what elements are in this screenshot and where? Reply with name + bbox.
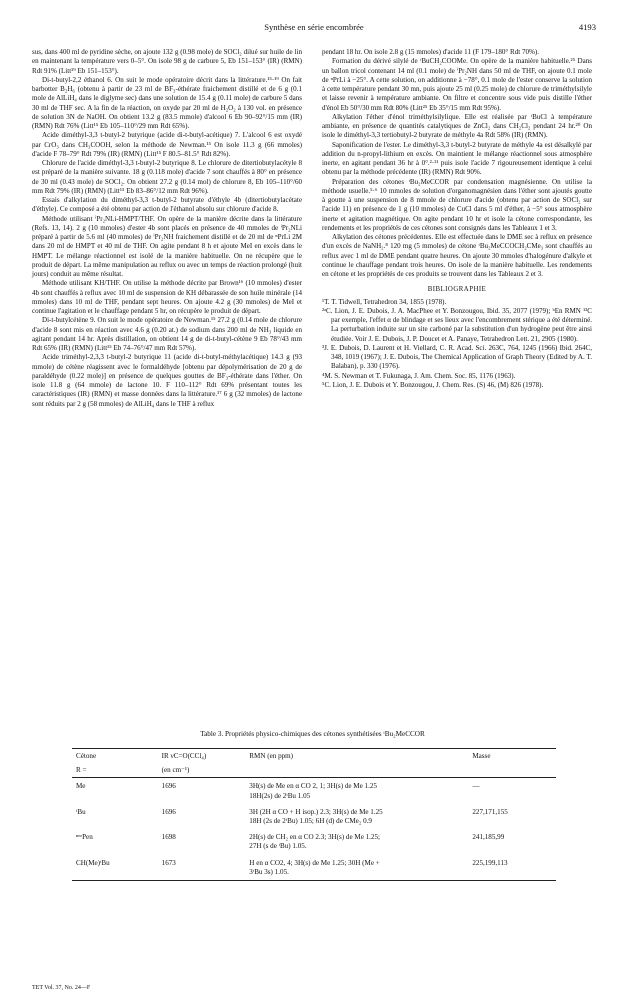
properties-table <box>72 748 556 881</box>
reference-item: ³J. E. Dubois, D. Laurent et H. Viellard, C. R. Acad. Sci. 263C, 764, 1245 (1966) Ibid. 264C, 348, 1019 (1967); J. E. Dubois, The Chemical Application of Graph Theory (Edited by A. T. Balaban), p. 330 (1976). <box>322 343 592 371</box>
header-mass: Masse <box>468 749 556 764</box>
left-column <box>32 48 302 409</box>
header-ir: IR νC=O(CCl₄) <box>158 749 246 764</box>
reference-item: ⁵C. Lion, J. E. Dubois et Y. Bonzougou, J. Chem. Res. (S) 46, (M) 826 (1978). <box>322 380 544 389</box>
bibliography-list <box>322 298 592 391</box>
cell-r: CH(Me)ᵗBu <box>72 855 158 881</box>
bibliography-heading: BIBLIOGRAPHIE <box>427 286 487 294</box>
table-row <box>72 855 556 881</box>
cell-mass: 241,185,99 <box>472 833 505 842</box>
page-number: 4193 <box>578 22 596 32</box>
cell-ir: 1673 <box>158 855 246 881</box>
cell-nmr <box>245 804 468 829</box>
header-ir-unit: (en cm⁻¹) <box>158 763 246 778</box>
header-nmr: RMN (en ppm) <box>245 749 468 764</box>
cell-nmr <box>245 829 468 854</box>
paragraph: Acide diméthyl-3,3 t-butyl-2 butyrique (acide di-t-butyl-acétique) 7. L'alcool 6 est oxydé par CrO₃ dans CH₃COOH, selon la méthode de Newman.¹⁵ On isole 11.3 g (66 mmoles) d'acide F 78–79° Rdt 79% (IR) (RMN) (Litt¹⁵ F 80.5–81.5° Rdt 82%). <box>32 131 302 158</box>
cell-ir: 1696 <box>161 782 176 791</box>
cell-nmr <box>245 778 468 804</box>
header-r: R = <box>72 763 158 778</box>
cell-r: ᵗBu <box>76 807 86 816</box>
cell-ir: 1698 <box>161 833 176 842</box>
table-row <box>72 829 556 854</box>
header-ketone: Cétone <box>72 749 158 764</box>
paragraph: pendant 18 hr. On isole 2.8 g (15 mmoles) d'acide 11 (F 179–180° Rdt 70%). <box>322 48 539 56</box>
nmr-line: 2H(s) de CH₂ en α CO 2.3; 3H(s) de Me 1.25; <box>249 833 381 842</box>
page-footer: TET Vol. 37, No. 24—F <box>32 985 91 991</box>
table-body <box>72 778 556 881</box>
nmr-line: H en α CO2, 4; 3H(s) de Me 1.25; 30H (Me + <box>249 858 380 867</box>
nmr-line: 3H (2H α CO + H isop.) 2.3; 3H(s) de Me 1.25 <box>249 807 383 816</box>
paragraph: Di-t-butyl-2,2 éthanol 6. On suit le mode opératoire décrit dans la littérature.¹⁵·¹⁹ On fait barbotter B₂H₆ (obtenu à partir de 23 ml de BF₃-éthérate fraichement distillé et de 6 g (0.1 mole de AlLiH₄ dans le diglyme sec) dans une solution de 15.4 g (0.11 mole) de carbure 5 dans 30 ml de THF sec. A la fin de la réaction, on oxyde par 20 ml de H₂O₂ à 130 vol. en présence de solution 3N de NaOH. On obtient 13.2 g (83.5 mmole) d'alcool 6 Eb 90–92°/15 mm (IR) (RMN) Rdt 76% (Litt¹⁵ Eb 105–110°/29 mm Rdt 65%). <box>32 75 302 130</box>
paragraph: Préparation des cétones ᵗBu₂MeCCOR par condensation magnésienne. On utilise la méthode usuelle.⁵·⁶ 10 mmoles de solution d'organomagnésien dans l'éther sont ajoutés goutte à goutte à une suspension de 8 mmole de chlorure d'acide (obtenu par action de SOCl₂ sur l'acide 11) en présence de 1 g (10 mmoles) de CuCl dans 5 ml d'éther, à −5° sous atmosphère inerte et agitation magnétique. On agite pendant 10 hr et isole la cétone correspondante, les rendements et les propriétés de ces cétones sont consignés dans les Tableaux 1 et 3. <box>322 177 592 232</box>
paragraph: Saponification de l'ester. Le diméthyl-3,3 t-butyl-2 butyrate de méthyle 4a est désalkylé par addition du n-propyl-lithium en excès. On maintient le mélange réactionnel sous atmosphère inerte, en agitant pendant 36 hr à 0°.²·¹¹ puis isole l'acide 7 rigoureusement identique à celui obtenu par la méthode précédente (IR) (RMN) Rdt 90%. <box>322 140 592 177</box>
table-row <box>72 804 556 829</box>
paragraph: Méthode utilisant ⁱPr₂NLi-HMPT/THF. On opère de la manière décrite dans la littérature (Refs. 13, 14). 2 g (10 mmoles) d'ester 4b sont placés en présence de 40 mmoles de ⁱPr₂NLi préparé à partir de 5.6 ml (40 mmoles) de ⁱPr₂NH fraichement distillé et de 20 ml de ⁿPrLi 2M dans 20 ml de HMPT et 40 ml de THF. On agite pendant 8 h et ajoute MeI en excès dans le HMPT. Le mélange réactionnel est isolé de la manière habituelle. On ne récupère que le produit de départ. La même manipulation au reflux ou avec un temps de réaction prolongé (huit jours) conduit au même résultat. <box>32 214 302 278</box>
cell-mass: 227,171,155 <box>472 807 508 816</box>
cell-r: ⁿᵉᵒPen <box>76 833 93 842</box>
right-column <box>322 48 592 390</box>
reference-item: ²ᵃC. Lion, J. E. Dubois, J. A. MacPhee et Y. Bonzougou, Ibid. 35, 2077 (1979); ᵇEn RMN ¹³C par exemple, l'effet α de blindage et ses lieux avec l'encombrement stérique a été déterminé. La perturbation induite sur un site carboné par la substitution d'un hydrogène peut être ainsi étudiée. Voir J. E. Dubois, J. P. Doucet et A. Panaye, Tetrahedron Lett. 21, 2905 (1980). <box>322 306 592 343</box>
paragraph: Acide triméthyl-2,3,3 t-butyl-2 butyrique 11 (acide di-t-butyl-méthylacétique) 14.3 g (93 mmole) de cétène réagissent avec le formaldéhyde [obtenu par dépolymérisation de 20 g de paraldéhyde (0.22 mole)] en présence de quelques gouttes de BF₃-éthérate dans l'éther. On isole 11.8 g (64 mmole) de lactone 10. F 110–112° Rdt 69% présentant toutes les caractéristiques (IR) (RMN) et masse données dans la littérature.¹⁷ 6 g (32 mmoles) de lactone sont réduits par 2 g (58 mmoles) de AlLiH₄ dans le THF à reflux <box>32 353 302 408</box>
paragraph: Chlorure de l'acide diméthyl-3,3 t-butyl-2 butyrique 8. Le chlorure de ditertiobutylacétyle 8 est préparé de la manière suivante. 18 g (0.118 mole) d'acide 7 sont chauffés à 80° en présence de 30 ml (0.43 mole) de SOCl₂. On obtient 27.2 g (0.14 mol) de chlorure 8, Eb 105–110°/60 mm Rdt 79% (IR) (RMN) (Litt¹⁵ Eb 83–86°/12 mm Rdt 96%). <box>32 159 302 195</box>
nmr-line: 3H(s) de Me en α CO 2, 1; 3H(s) de Me 1.25 <box>249 782 377 791</box>
nmr-line: 18H (2s de 2ᵗBu) 1.05; 6H (d) de CMe₂ 0.9 <box>249 817 372 826</box>
cell-nmr <box>245 855 468 881</box>
paragraph: Di-t-butylcétène 9. On suit le mode opératoire de Newman.¹⁵ 27.2 g (0.14 mole de chlorure d'acide 8 sont mis en réaction avec 4.6 g (0.20 at.) de sodium dans 200 ml de NH₃ liquide en agitant pendant 14 hr. Après distillation, on obtient 14 g de di-t-butyl-cétène 9 Eb 78°/43 mm Rdt 65% (IR) (RMN) (Litt¹⁵ Eb 74–76°/47 mm Rdt 57%). <box>32 316 302 352</box>
table-row <box>72 778 556 804</box>
nmr-line: 3ᵗBu 3s) 1.05. <box>249 867 289 876</box>
running-title: Synthèse en série encombrée <box>264 22 364 32</box>
nmr-line: 27H (s de ᵗBu) 1.05. <box>249 842 307 851</box>
reference-item: ⁴M. S. Newman et T. Fukunaga, J. Am. Chem. Soc. 85, 1176 (1963). <box>322 371 516 380</box>
right-column-paragraphs <box>322 48 592 279</box>
cell-mass: — <box>472 782 480 791</box>
paragraph: Essais d'alkylation du diméthyl-3,3 t-butyl-2 butyrate d'éthyle 4b (ditertiobutylacétate d'éthyle). Ce composé a été obtenu par action de l'éthanol absolu sur chlorure d'acide 8. <box>32 196 302 214</box>
nmr-line: 18H(2s) de 2ᵗBu 1.05 <box>249 791 311 800</box>
cell-ir: 1696 <box>161 807 176 816</box>
cell-r: Me <box>76 782 86 791</box>
page-header <box>32 22 596 36</box>
paragraph: sus, dans 400 ml de pyridine sèche, on ajoute 132 g (0.98 mole) de SOCl₂ dilué sur huile de lin en maintenant la température vers 0–5°. On isole 98 g de carbure 5, Eb 151–153° (IR) (RMN) Rdt 91% (Litt¹⁹ Eb 151–153°). <box>32 48 302 75</box>
paragraph: Formation du dérivé silylé de ᵗBuCH₂COOMe. On opère de la manière habituelle.²⁵ Dans un ballon tricol contenant 14 ml (0.1 mole) de ⁱPr₂NH dans 50 ml de THF, on ajoute 0.1 mole de ⁿPrLi à −25°. A cette solution, on additionne à −78°, 0.1 mole de l'ester conserve la solution à cette température pendant 30 mn, puis ajoute 25 ml (0.25 mole) de chlorure de triméthylsilyle et laisse revenir à température ambiante. On filtre et concentre sous vide puis distille l'éther d'énol Eb 50°/30 mm Rdt 80% (Litt²⁵ Eb 35°/15 mm Rdt 95%). <box>322 57 592 112</box>
table-caption: Table 3. Propriétés physico-chimiques des cétones synthétisées ᵗBu₂MeCCOR <box>200 730 425 738</box>
paragraph: Alkylation l'éther d'énol triméthylsilylique. Elle est réalisée par ᵗBuCl à température ambiante, en présence de quantités catalytiques de ZnCl₂ dans CH₂Cl₂ pendant 24 hr.²⁰ On isole le diméthyl-3,3 tertiobutyl-2 butyrate de méthyle 4a Rdt 58% (IR) (RMN). <box>322 112 592 140</box>
reference-item: ¹T. T. Tidwell, Tetrahedron 34, 1855 (1978). <box>322 297 447 306</box>
paragraph: Méthode utilisant KH/THF. On utilise la méthode décrite par Brown¹⁶ (10 mmoles) d'ester 4b sont chauffés à reflux avec 10 ml de suspension de KH débarassée de son huile minérale (14 mmoles) dans 10 ml de THF, pendant sept heures. On ajoute 4.2 g (30 mmoles) de MeI et continue l'agitation et le chauffage pendant 5 hr, on récupère le produit de départ. <box>32 279 302 315</box>
paragraph: Alkylation des cétones précédentes. Elle est effectuée dans le DME sec à reflux en présence d'un excès de NaNH₂.⁸ 120 mg (5 mmoles) de cétone ᵗBu₂MeCCOCH₂CMe₃ sont chauffés au reflux avec 1 ml de DME pendant quatre heures. On ajoute 30 mmoles d'halogénure d'alkyle et continue le chauffage pendant trois heures. On isole de la manière habituelle. Les rendements en cétone et les propriétés de ces produits se trouvent dans les Tableaux 2 et 3. <box>322 233 592 278</box>
cell-mass: 225,199,113 <box>468 855 556 881</box>
